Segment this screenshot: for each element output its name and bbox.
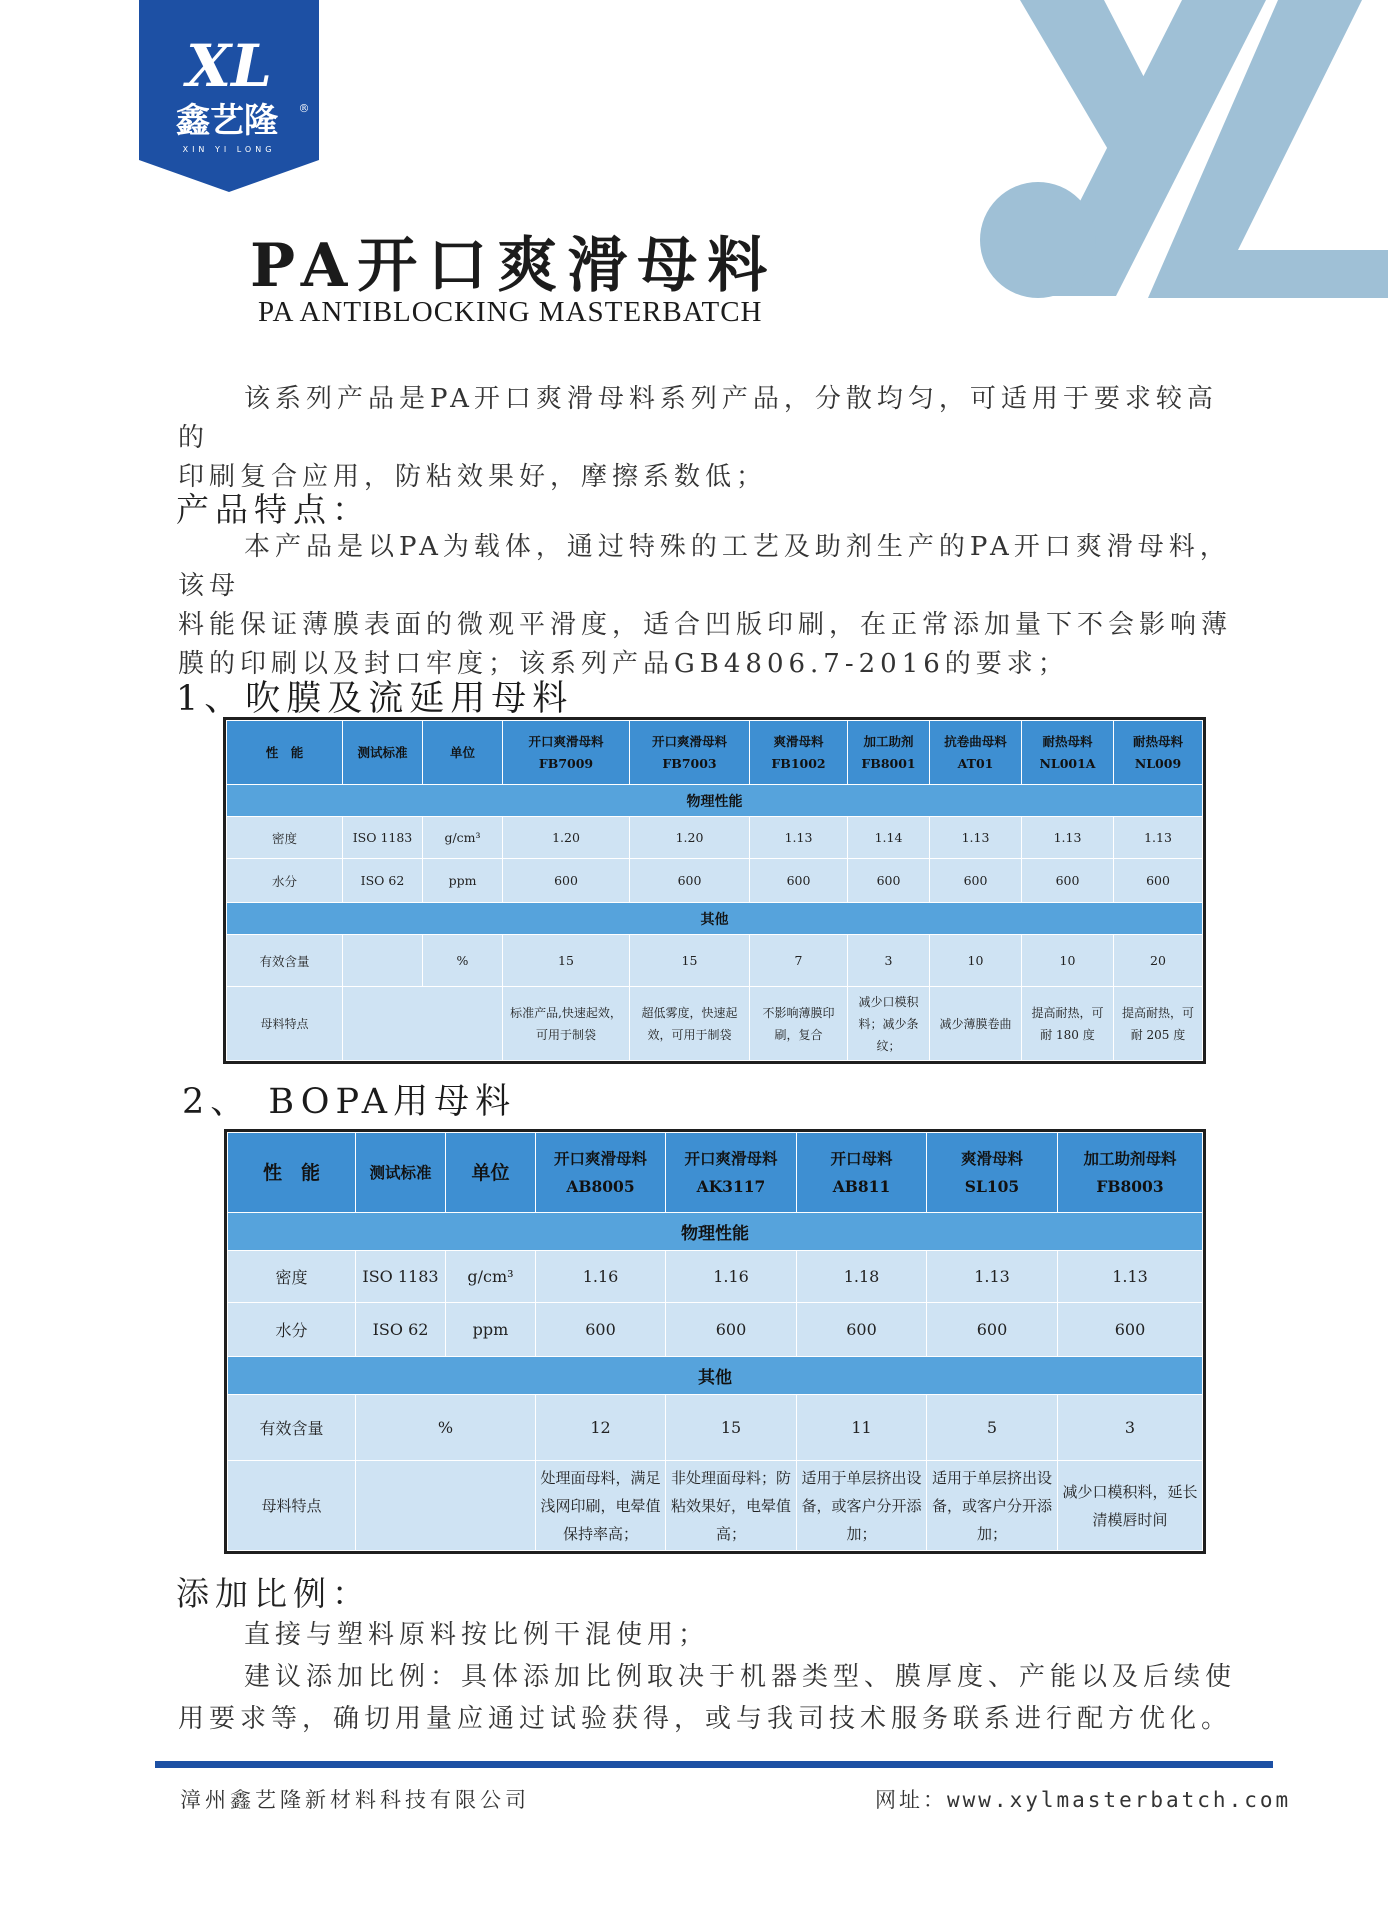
page-subtitle: PA ANTIBLOCKING MASTERBATCH — [258, 296, 763, 328]
header-method: 测试标准 — [356, 1133, 446, 1213]
table-header-row — [228, 1133, 1203, 1213]
company-logo — [139, 0, 319, 192]
header-product: 开口爽滑母料 AK3117 — [666, 1133, 797, 1213]
header-property: 性 能 — [227, 721, 343, 785]
table-row: 水分 ISO 62 ppm 600 600 600 600 600 600 600 — [227, 859, 1203, 903]
header-product: 开口爽滑母料 FB7003 — [630, 721, 750, 785]
header-product: 耐热母料 NL001A — [1022, 721, 1114, 785]
table-row: 母料特点 标准产品,快速起效，可用于制袋 超低雾度，快速起效，可用于制袋 不影响薄膜印刷，复合 减少口模积料；减少条纹； 减少薄膜卷曲 提高耐热，可耐 180 度 提高耐热，可耐 205 度 — [227, 987, 1203, 1061]
header-product: 开口母料 AB811 — [797, 1133, 927, 1213]
section2-title: 2、 BOPA用母料 — [182, 1082, 517, 1122]
group-row-other: 其他 — [227, 903, 1203, 935]
header-product: 爽滑母料 SL105 — [927, 1133, 1058, 1213]
svg-text:®: ® — [298, 102, 310, 115]
section1-title: 1、吹膜及流延用母料 — [176, 679, 574, 719]
footer-company-name: 漳州鑫艺隆新材料科技有限公司 — [180, 1788, 530, 1812]
features-paragraph: 本产品是以PA为载体，通过特殊的工艺及助剂生产的PA开口爽滑母料，该母 料能保证薄膜表面的微观平滑度，适合凹版印刷，在正常添加量下不会影响薄 膜的印刷以及封口牢度；该系列产品GB4806.7-2016的要求； — [178, 532, 1233, 679]
table-header-row — [227, 721, 1203, 785]
group-row-physical: 物理性能 — [227, 785, 1203, 817]
section1-table — [226, 720, 1203, 1061]
table-row: 密度 ISO 1183 g/cm³ 1.16 1.16 1.18 1.13 1.13 — [228, 1251, 1203, 1303]
decorative-logo-mark — [948, 0, 1388, 300]
group-row-other: 其他 — [228, 1357, 1203, 1395]
header-unit: 单位 — [423, 721, 503, 785]
section2-table — [227, 1132, 1203, 1551]
header-method: 测试标准 — [343, 721, 423, 785]
table-row: 密度 ISO 1183 g/cm³ 1.20 1.20 1.13 1.14 1.13 1.13 1.13 — [227, 817, 1203, 859]
header-unit: 单位 — [446, 1133, 536, 1213]
dosage-heading: 添加比例： — [176, 1574, 371, 1613]
svg-text:鑫艺隆: 鑫艺隆 — [176, 101, 278, 141]
header-product: 耐热母料 NL009 — [1114, 721, 1203, 785]
header-product: 加工助剂母料 FB8003 — [1058, 1133, 1203, 1213]
intro-paragraph: 该系列产品是PA开口爽滑母料系列产品，分散均匀，可适用于要求较高的 印刷复合应用，防粘效果好，摩擦系数低； — [178, 384, 1218, 492]
dosage-paragraph: 直接与塑料原料按比例干混使用； 建议添加比例：具体添加比例取决于机器类型、膜厚度、产能以及后续使 用要求等，确切用量应通过试验获得，或与我司技术服务联系进行配方优化。 — [178, 1620, 1237, 1734]
header-property: 性 能 — [228, 1133, 356, 1213]
table-row: 母料特点 处理面母料，满足浅网印刷，电晕值保持率高； 非处理面母料；防粘效果好，电晕值高； 适用于单层挤出设备，或客户分开添加； 适用于单层挤出设备，或客户分开添加； 减少口模积料，延长清模唇时间 — [228, 1461, 1203, 1551]
header-product: 爽滑母料 FB1002 — [750, 721, 848, 785]
header-product: 抗卷曲母料 AT01 — [930, 721, 1022, 785]
footer-website: 网址：www.xylmasterbatch.com — [875, 1788, 1292, 1812]
header-product: 开口爽滑母料 AB8005 — [536, 1133, 666, 1213]
header-product: 加工助剂 FB8001 — [848, 721, 930, 785]
svg-text:XL: XL — [186, 32, 272, 100]
table-row: 水分 ISO 62 ppm 600 600 600 600 600 — [228, 1303, 1203, 1357]
table-row: 有效含量 % 12 15 11 5 3 — [228, 1395, 1203, 1461]
features-heading: 产品特点： — [176, 490, 371, 529]
header-product: 开口爽滑母料 FB7009 — [503, 721, 630, 785]
page-title: PA开口爽滑母料 — [250, 231, 778, 301]
group-row-physical: 物理性能 — [228, 1213, 1203, 1251]
svg-text:XIN YI LONG: XIN YI LONG — [182, 145, 276, 154]
footer-divider — [155, 1761, 1273, 1768]
table-row: 有效含量 % 15 15 7 3 10 10 20 — [227, 935, 1203, 987]
